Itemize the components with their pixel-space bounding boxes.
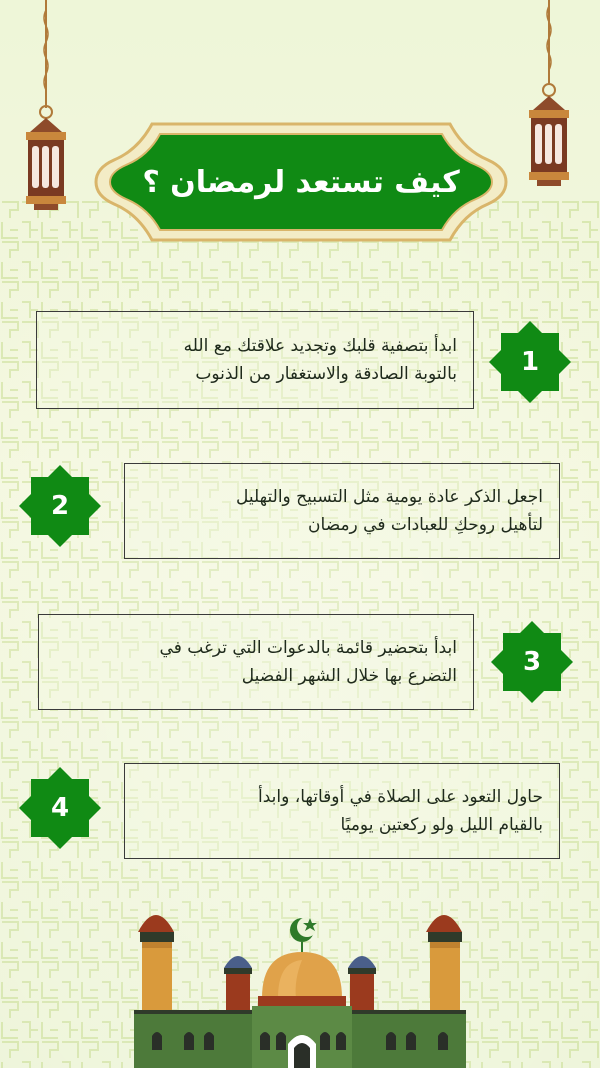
mosque-icon xyxy=(130,890,470,1068)
step-number-2: 2 xyxy=(50,491,70,521)
step-4-line-1: حاول التعود على الصلاة في أوقاتها، وابدأ xyxy=(258,787,543,807)
page-title: كيف تستعد لرمضان ؟ xyxy=(142,164,460,200)
step-box-1 xyxy=(36,311,474,409)
step-1-line-1: ابدأ بتصفية قلبك وتجديد علاقتك مع الله xyxy=(183,336,457,356)
lantern-icon xyxy=(20,0,72,212)
step-number-1: 1 xyxy=(520,347,540,377)
step-1-line-2: بالتوبة الصادقة والاستغفار من الذنوب xyxy=(195,364,457,384)
lantern-icon xyxy=(524,0,574,190)
step-2-line-2: لتأهيل روحكِ للعبادات في رمضان xyxy=(308,515,543,535)
crescent-star-icon xyxy=(290,917,317,954)
step-badge-1 xyxy=(484,316,576,408)
step-number-4: 4 xyxy=(50,793,70,823)
step-badge-2 xyxy=(14,460,106,552)
step-box-4 xyxy=(124,763,560,859)
step-2-line-1: اجعل الذكر عادة يومية مثل التسبيح والتهليل xyxy=(236,487,543,507)
step-box-2 xyxy=(124,463,560,559)
step-badge-3 xyxy=(486,616,578,708)
step-3-line-1: ابدأ بتحضير قائمة بالدعوات التي ترغب في xyxy=(159,638,457,658)
step-number-3: 3 xyxy=(522,647,542,677)
title-banner xyxy=(92,120,510,244)
step-box-3 xyxy=(38,614,474,710)
step-3-line-2: التضرع بها خلال الشهر الفضيل xyxy=(241,666,457,686)
step-badge-4 xyxy=(14,762,106,854)
step-4-line-2: بالقيام الليل ولو ركعتين يوميًا xyxy=(340,815,543,835)
